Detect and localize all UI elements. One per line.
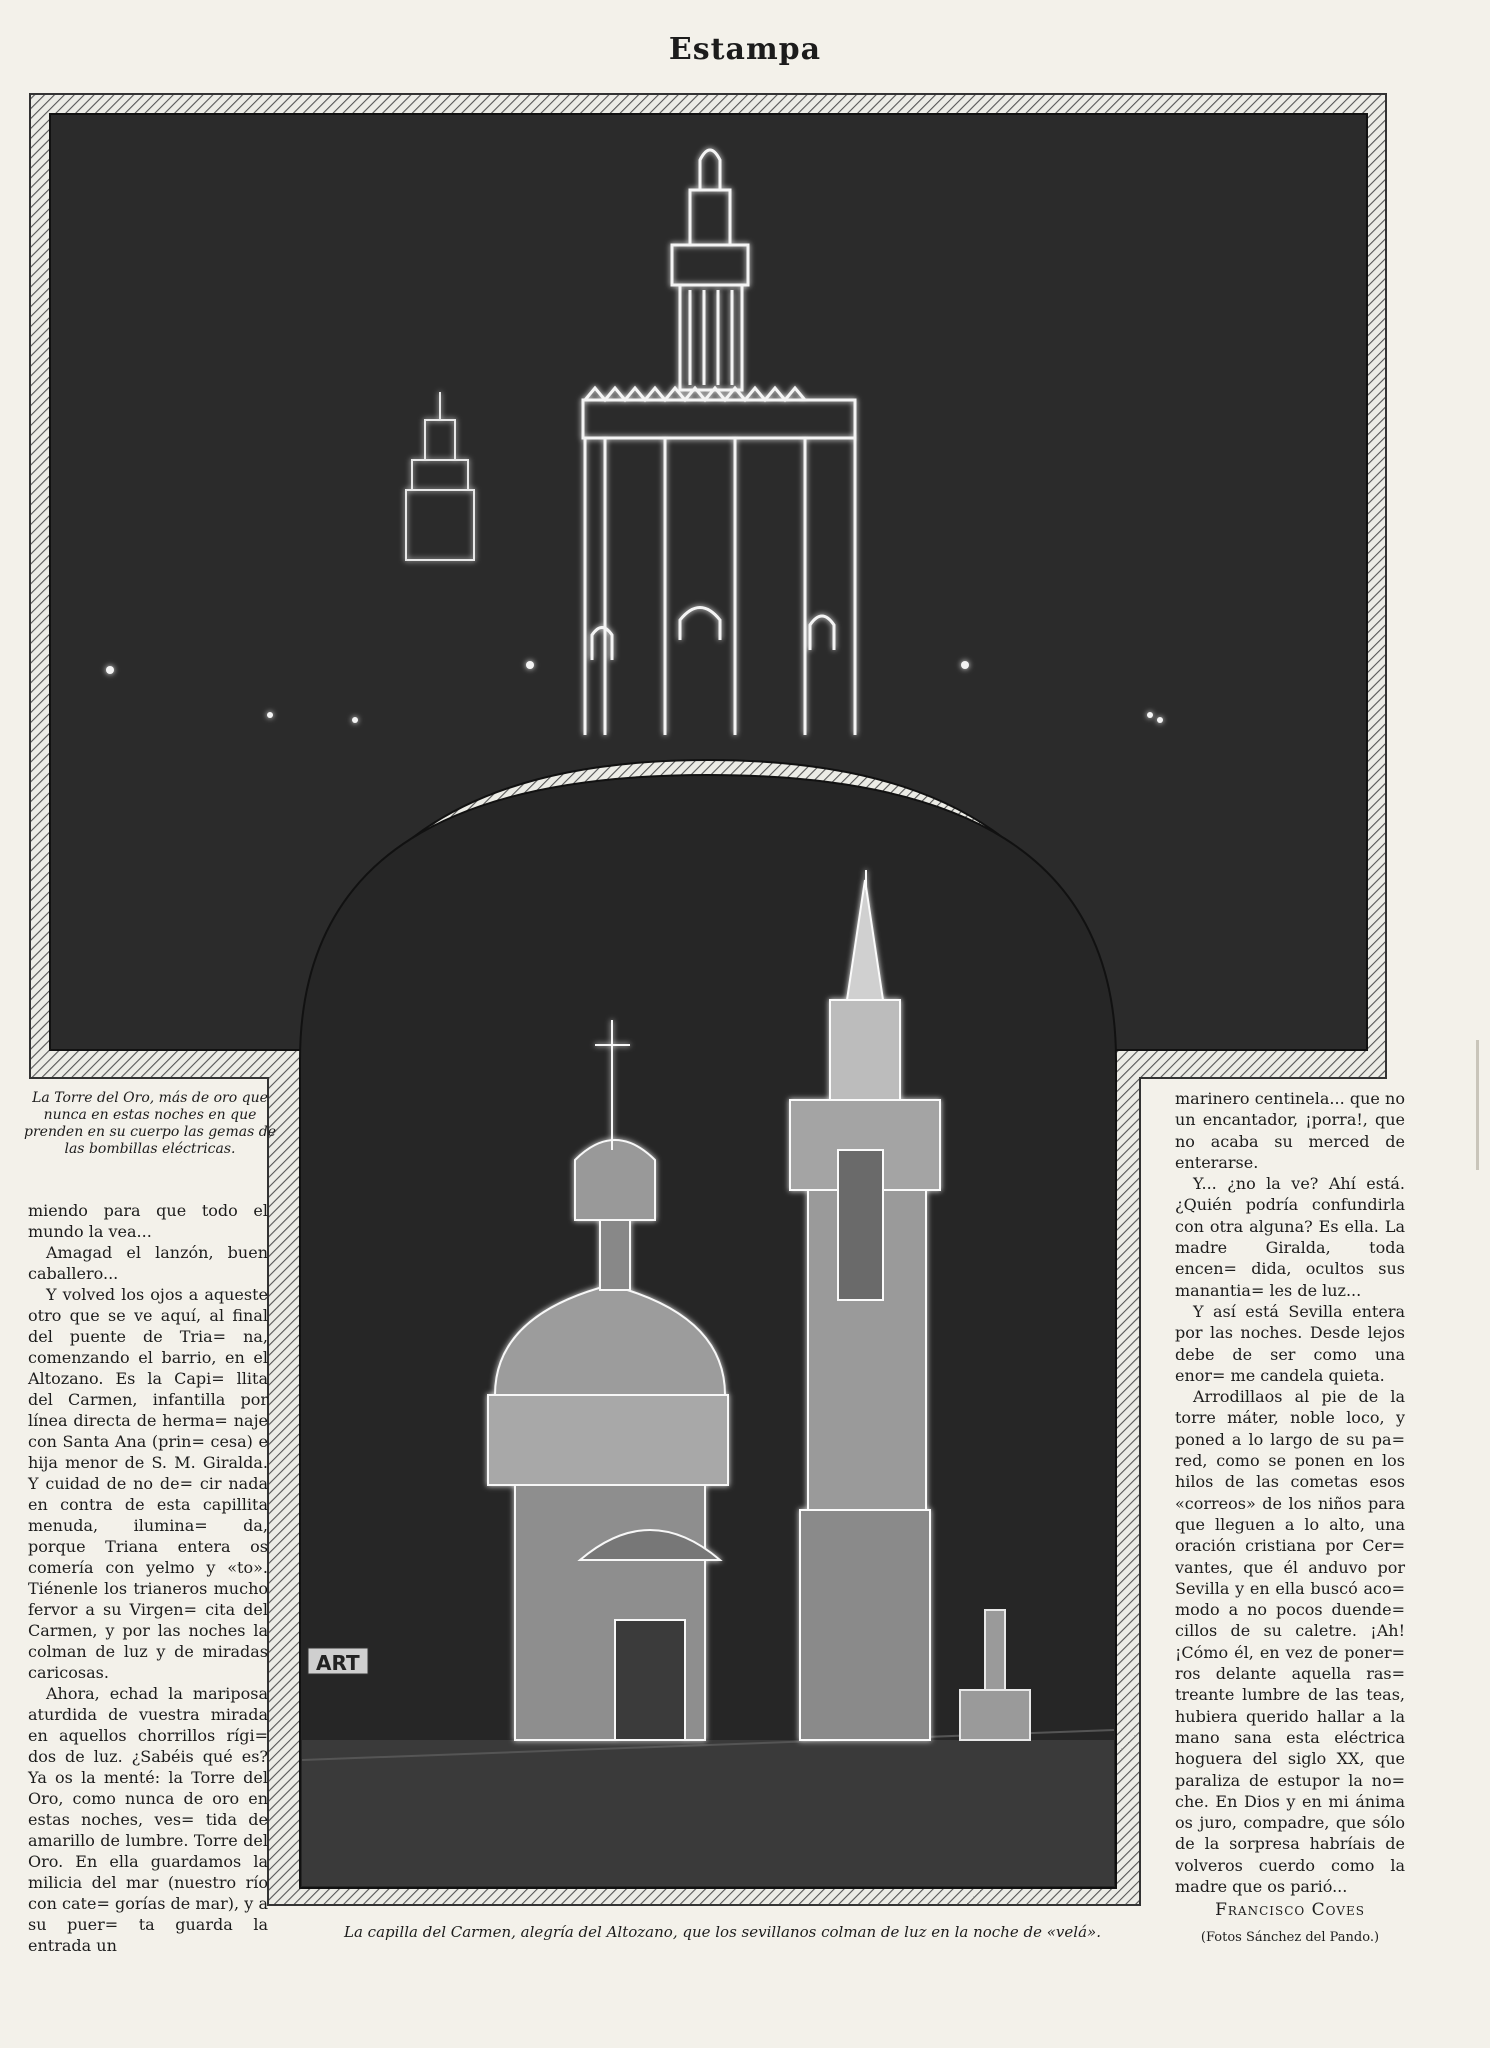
- shop-sign: ART: [316, 1651, 360, 1675]
- article-column-left: [28, 1200, 268, 1956]
- photo-credit: (Fotos Sánchez del Pando.): [1200, 1930, 1380, 1945]
- paragraph: marinero centinela... que no un encantador, ¡porra!, que no acaba su merced de enterarse.: [1175, 1089, 1405, 1172]
- paragraph: Y así está Sevilla entera por las noches. Desde lejos debe de ser como una enor= me candela quieta.: [1175, 1301, 1405, 1385]
- article-column-right: [1175, 1088, 1405, 1897]
- paragraph: Y... ¿no la ve? Ahí está. ¿Quién podría confundirla con otra alguna? Es ella. La madre Giralda, toda encen= dida, ocultos sus manantia= les de luz...: [1175, 1174, 1405, 1300]
- caption-torre-del-oro: La Torre del Oro, más de oro que nunca en estas noches en que prenden en su cuerpo las gemas de las bombillas eléctricas.: [24, 1090, 276, 1157]
- author-signature: Francisco Coves: [1215, 1900, 1365, 1920]
- paragraph: Amagad el lanzón, buen caballero...: [28, 1243, 268, 1283]
- paragraph: Arrodillaos al pie de la torre máter, noble loco, y poned a lo largo de su pa= red, como se ponen en los hilos de las cometas esos «correos» de los niños para que lleguen a lo alto, una oración cristiana por Cer= vantes, que él anduvo por Sevilla y en ella buscó aco= modo a no pocos duende= cillos de su caletre. ¡Ah! ¡Cómo él, en vez de poner= ros delante aquella ras= treante lumbre de las teas, hubiera querido hallar a la mano sana esta eléctrica hoguera del siglo XX, que paraliza de estupor la no= che. En Dios y en mi ánima os juro, compadre, que sólo de la sorpresa habríais de volveros cuerdo como la madre que os parió...: [1175, 1387, 1405, 1896]
- paragraph: Y volved los ojos a aqueste otro que se ve aquí, al final del puente de Tria= na, comenzando el barrio, en el Altozano. Es la Capi= llita del Carmen, infantilla por línea directa de herma= naje con Santa Ana (prin= cesa) e hija menor de S. M. Giralda. Y cuidad de no de= cir nada en contra de esta capillita menuda, ilumina= da, porque Triana entera os comería con yelmo y «to». Tiénenle los trianeros mucho fervor a su Virgen= cita del Carmen, y por las noches la colman de luz y de miradas caricosas.: [28, 1285, 268, 1682]
- masthead: Estampa: [668, 32, 822, 67]
- paragraph: Ahora, echad la mariposa aturdida de vuestra mirada en aquellos chorrillos rígi= dos de luz. ¿Sabéis qué es? Ya os la menté: la Torre del Oro, como nunca de oro en estas noches, ves= tida de amarillo de lumbre. Torre del Oro. En ella guardamos la milicia del mar (nuestro río con cate= gorías de mar), y a su puer= ta guarda la entrada un: [28, 1684, 268, 1955]
- page-fold-mark: [1476, 1040, 1479, 1170]
- caption-capilla-del-carmen: La capilla del Carmen, alegría del Altozano, que los sevillanos colman de luz en la noche de «velá».: [344, 1923, 1101, 1941]
- paragraph: miendo para que todo el mundo la vea...: [28, 1201, 268, 1241]
- photo-capilla-del-carmen: [300, 775, 1116, 1888]
